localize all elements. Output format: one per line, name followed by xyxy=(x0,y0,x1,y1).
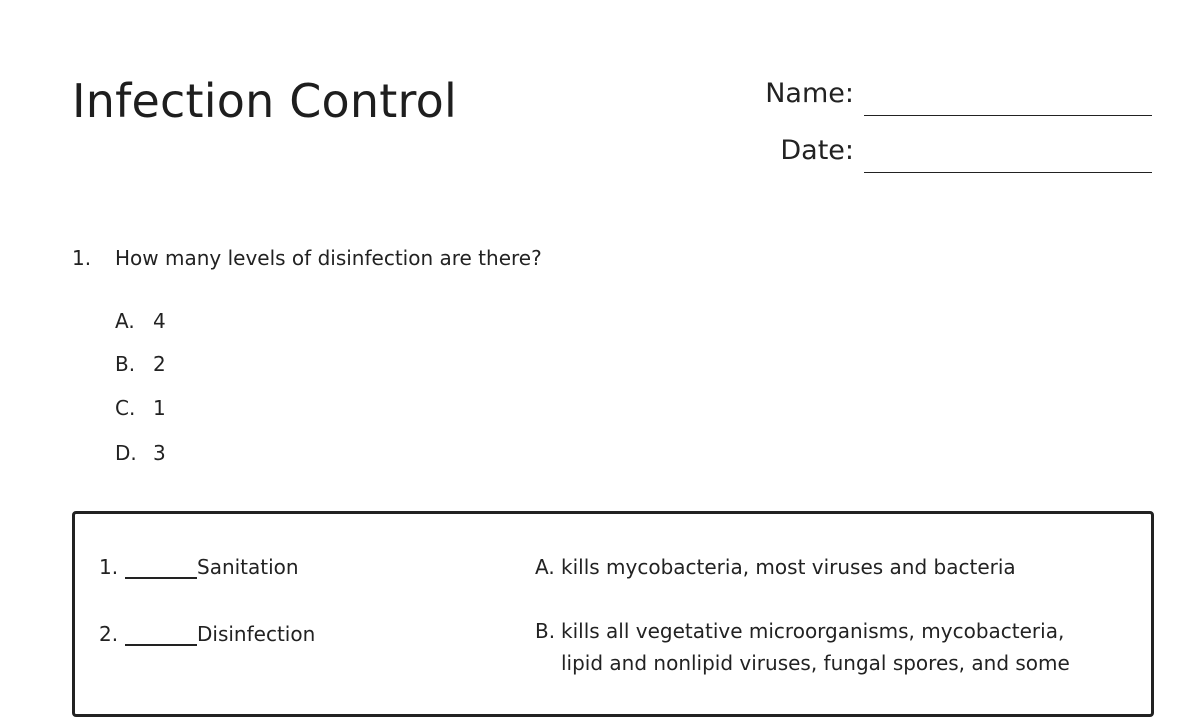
page-title: Infection Control xyxy=(72,74,457,128)
option-letter: D. xyxy=(115,441,137,465)
option-b[interactable] xyxy=(115,352,166,376)
option-c[interactable] xyxy=(115,396,166,420)
definition-letter: A. xyxy=(535,555,555,579)
option-value: 1 xyxy=(153,396,166,420)
matching-section xyxy=(72,511,1154,717)
definition-text: kills mycobacteria, most viruses and bacteria xyxy=(561,555,1016,579)
name-field[interactable] xyxy=(864,115,1152,116)
matching-term-disinfection xyxy=(99,622,315,646)
question-text: How many levels of disinfection are there? xyxy=(115,246,542,270)
option-a[interactable] xyxy=(115,309,166,333)
question-number: 1. xyxy=(72,246,92,270)
matching-definition-b xyxy=(535,615,1095,679)
definition-text: kills all vegetative microorganisms, mycobacteria, xyxy=(561,619,1065,643)
date-label: Date: xyxy=(780,135,854,166)
definition-letter: B. xyxy=(535,619,556,643)
definition-text: lipid and nonlipid viruses, fungal spores, and some xyxy=(561,651,1070,675)
name-label: Name: xyxy=(765,78,854,109)
matching-term-sanitation xyxy=(99,555,299,579)
option-letter: B. xyxy=(115,352,136,376)
option-letter: C. xyxy=(115,396,136,420)
term-label: Sanitation xyxy=(197,555,299,579)
option-d[interactable] xyxy=(115,441,166,465)
option-value: 4 xyxy=(153,309,166,333)
option-value: 3 xyxy=(153,441,166,465)
term-number: 1. xyxy=(99,555,119,579)
answer-blank[interactable] xyxy=(125,624,197,646)
date-field[interactable] xyxy=(864,172,1152,173)
term-label: Disinfection xyxy=(197,622,316,646)
option-value: 2 xyxy=(153,352,166,376)
matching-definition-a xyxy=(535,551,1095,583)
option-letter: A. xyxy=(115,309,135,333)
term-number: 2. xyxy=(99,622,119,646)
answer-blank[interactable] xyxy=(125,557,197,579)
